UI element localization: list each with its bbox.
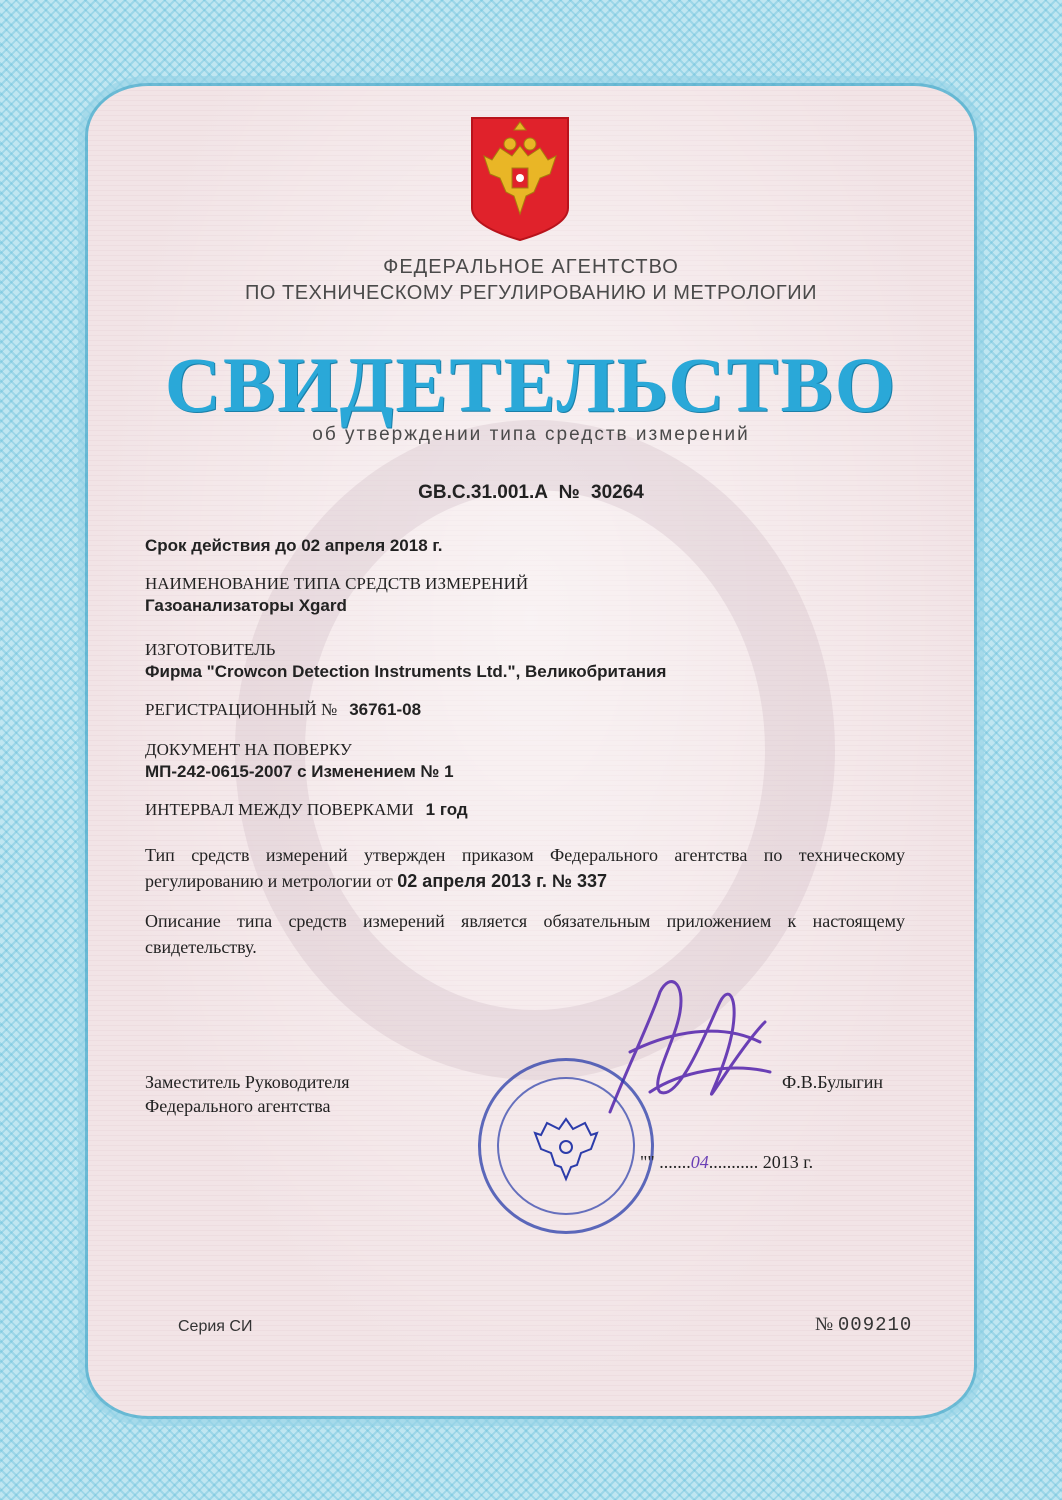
signatory-position-line2: Федерального агентства [145,1096,331,1116]
coat-of-arms-icon [470,116,570,242]
agency-name-line1: ФЕДЕРАЛЬНОЕ АГЕНТСТВО [383,256,679,278]
approval-text: Тип средств измерений утвержден приказом Федерального агентства по техническому регулированию и метрологии от [145,845,905,891]
stamp-eagle-icon [529,1109,603,1183]
agency-name-line2: ПО ТЕХНИЧЕСКОМУ РЕГУЛИРОВАНИЮ И МЕТРОЛОГИИ [245,282,817,304]
signatory-position-line1: Заместитель Руководителя [145,1072,350,1092]
approval-paragraph [145,842,905,894]
manufacturer-value: Фирма "Crowcon Detection Instruments Ltd.", Великобритания [145,662,667,681]
interval-value: 1 год [425,800,468,819]
interval-row [145,800,905,820]
type-label: НАИМЕНОВАНИЕ ТИПА СРЕДСТВ ИЗМЕРЕНИЙ [145,574,529,593]
verification-doc-value: МП-242-0615-2007 с Изменением № 1 [145,762,454,781]
date-mid: " ....... [647,1152,691,1172]
date-month: 04 [690,1152,709,1172]
manufacturer-label: ИЗГОТОВИТЕЛЬ [145,640,276,659]
serial-number [815,1314,912,1336]
registration-row [145,700,905,720]
certificate-number: GB.C.31.001.A № 30264 [418,482,644,503]
certificate-subtitle: об утверждении типа средств измерений [312,424,750,445]
registration-label: РЕГИСТРАЦИОННЫЙ № [145,700,338,719]
description-paragraph: Описание типа средств измерений является обязательным приложением к настоящему свидетельству. [145,911,905,957]
approval-order: 02 апреля 2013 г. № 337 [397,871,607,891]
validity-date: Срок действия до 02 апреля 2018 г. [145,536,443,555]
registration-value: 36761-08 [349,700,422,719]
verification-doc-label: ДОКУМЕНТ НА ПОВЕРКУ [145,740,352,759]
interval-label: ИНТЕРВАЛ МЕЖДУ ПОВЕРКАМИ [145,800,414,819]
type-value: Газоанализаторы Xgard [145,596,347,615]
certificate-title: СВИДЕТЕЛЬСТВО [164,341,898,428]
date-prefix: " [640,1152,648,1172]
serial-number-value: 009210 [837,1314,913,1336]
series-label: Серия СИ [178,1318,253,1335]
serial-number-label: № [815,1314,834,1335]
date-suffix: ........... 2013 г. [708,1152,814,1172]
signatory-name: Ф.В.Булыгин [782,1072,884,1092]
signature-date [640,1152,813,1173]
